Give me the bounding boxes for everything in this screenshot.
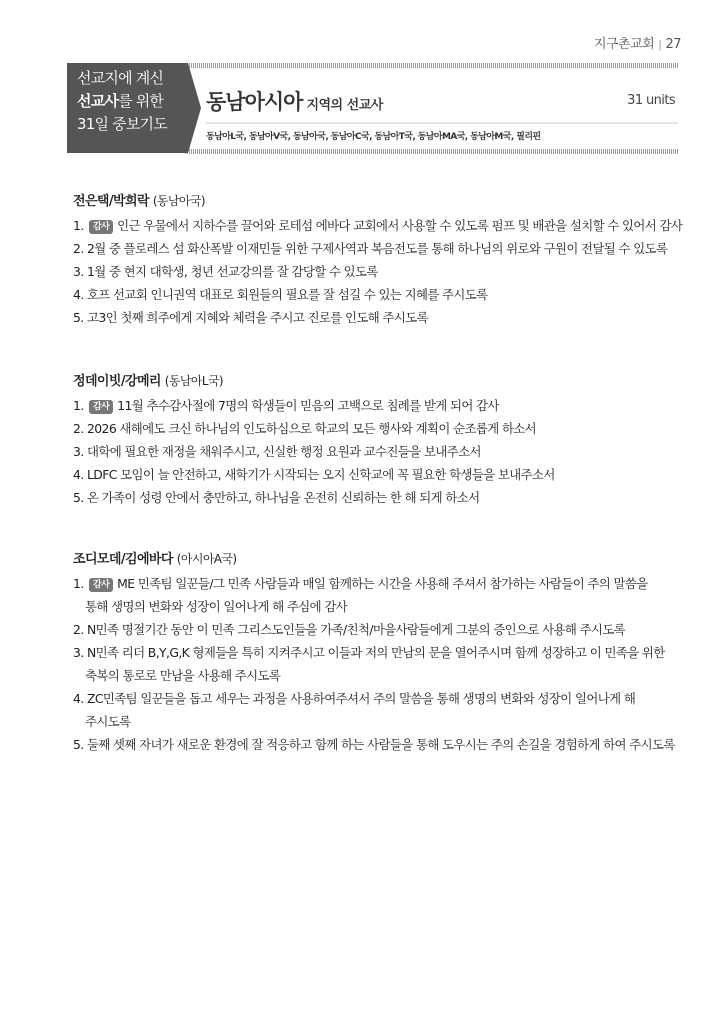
prayer-item xyxy=(73,260,693,283)
item-text: N민족 명절기간 동안 이 민족 그리스도인들을 가족/친척/마을사람들에게 그분의 증인으로 사용해 주시도록 xyxy=(86,622,626,637)
prayer-item xyxy=(73,687,693,710)
item-text: 2026 새해에도 크신 하나님의 인도하심으로 학교의 모든 행사와 계획이 순조롭게 하소서 xyxy=(86,421,537,436)
banner-rest: 를 위한 xyxy=(118,92,164,110)
prayer-item xyxy=(73,618,693,641)
missionary-names: 전은택/박희락 xyxy=(73,194,149,209)
item-text: ZC민족팀 일꾼들을 돕고 세우는 과정을 사용하여주셔서 주의 말씀을 통해 생명의 변화와 성장이 일어나게 해 xyxy=(86,691,636,706)
units-count: 31 units xyxy=(627,93,675,108)
item-number: 3. xyxy=(73,264,84,279)
prayer-item xyxy=(73,440,693,463)
prayer-item xyxy=(73,463,693,486)
missionary-name xyxy=(73,190,693,209)
missionary-names: 조디모데/김에바다 xyxy=(73,552,173,567)
banner-bold: 선교사 xyxy=(77,92,119,110)
region: (동남아국) xyxy=(152,194,205,208)
page-title xyxy=(206,86,383,116)
item-number: 4. xyxy=(73,691,84,706)
prayer-banner xyxy=(67,63,188,153)
item-text: 대학에 필요한 재정을 채워주시고, 신실한 행정 요원과 교수진들을 보내주소서 xyxy=(86,444,481,459)
prayer-item xyxy=(73,572,693,595)
prayer-item xyxy=(73,394,693,417)
item-number: 5. xyxy=(73,490,84,505)
item-number: 2. xyxy=(73,241,84,256)
item-text: 호프 선교회 인니권역 대표로 회원들의 필요를 잘 섬길 수 있는 지혜를 주시도록 xyxy=(86,287,488,302)
banner-line: 선교지에 계신 xyxy=(77,69,164,87)
page-header xyxy=(594,33,681,52)
item-text-continued: 축복의 통로로 만남을 사용해 주시도록 xyxy=(85,668,281,683)
item-text: LDFC 모임이 늘 안전하고, 새학기가 시작되는 오지 신학교에 꼭 필요한 학생들을 보내주소서 xyxy=(86,467,555,482)
item-number: 1. xyxy=(73,218,84,233)
missionary-name xyxy=(73,370,693,389)
missionary-name xyxy=(73,548,693,567)
item-number: 1. xyxy=(73,398,84,413)
prayer-item xyxy=(73,283,693,306)
item-text-continued: 주시도록 xyxy=(85,714,131,729)
title-sub: 지역의 선교사 xyxy=(306,98,383,113)
banner-line: 31일 중보기도 xyxy=(77,115,167,133)
item-text: ME 민족팀 일꾼들/그 민족 사람들과 매일 함께하는 시간을 사용해 주셔서 참가하는 사람들이 주의 말씀을 xyxy=(117,576,648,591)
item-text-continued: 통해 생명의 변화와 성장이 일어나게 해 주심에 감사 xyxy=(85,599,348,614)
prayer-item xyxy=(73,237,693,260)
country-list: 동남아L국, 동남아V국, 동남아국, 동남아C국, 동남아T국, 동남아MA국, 동남아M국, 필리핀 xyxy=(206,132,541,142)
thanks-tag: 감사 xyxy=(89,578,113,592)
divider: | xyxy=(658,38,662,51)
item-text: 1월 중 현지 대학생, 청년 선교강의를 잘 감당할 수 있도록 xyxy=(86,264,378,279)
thanks-tag: 감사 xyxy=(89,400,113,414)
region: (아시아A국) xyxy=(176,552,237,566)
prayer-item xyxy=(73,214,693,237)
item-number: 2. xyxy=(73,622,84,637)
item-number: 4. xyxy=(73,287,84,302)
item-number: 4. xyxy=(73,467,84,482)
item-number: 5. xyxy=(73,737,84,752)
item-number: 1. xyxy=(73,576,84,591)
thanks-tag: 감사 xyxy=(89,220,113,234)
region: (동남아L국) xyxy=(164,374,224,388)
dotted-rule-bottom xyxy=(185,149,678,154)
item-text: 고3인 첫째 희주에게 지혜와 체력을 주시고 진로를 인도해 주시도록 xyxy=(86,310,428,325)
missionary-section xyxy=(73,370,693,509)
item-number: 5. xyxy=(73,310,84,325)
item-text: 인근 우물에서 지하수를 끌어와 로테섬 에바다 교회에서 사용할 수 있도록 펌프 및 배관을 설치할 수 있어서 감사 xyxy=(117,218,683,233)
banner-arrow xyxy=(188,63,201,153)
prayer-item xyxy=(73,486,693,509)
banner-line xyxy=(77,90,188,113)
prayer-item xyxy=(73,641,693,664)
item-text: 둘째 셋째 자녀가 새로운 환경에 잘 적응하고 함께 하는 사람들을 통해 도우시는 주의 손길을 경험하게 하여 주시도록 xyxy=(86,737,675,752)
dotted-rule-top xyxy=(185,63,678,68)
page-number: 27 xyxy=(665,37,681,52)
item-text: 2월 중 플로레스 섬 화산폭발 이재민들 위한 구제사역과 복음전도를 통해 하나님의 위로와 구원이 전달될 수 있도록 xyxy=(86,241,668,256)
item-number: 3. xyxy=(73,444,84,459)
prayer-item xyxy=(73,306,693,329)
prayer-item xyxy=(73,733,693,756)
missionary-section xyxy=(73,548,693,756)
item-number: 3. xyxy=(73,645,84,660)
title-main: 동남아시아 xyxy=(206,90,303,114)
item-text: N민족 리더 B,Y,G,K 형제들을 특히 지켜주시고 이들과 저의 만남의 문을 열어주시며 함께 성장하고 이 민족을 위한 xyxy=(86,645,665,660)
church-name: 지구촌교회 xyxy=(593,37,655,52)
item-text: 온 가족이 성령 안에서 충만하고, 하나님을 온전히 신뢰하는 한 해 되게 하소서 xyxy=(86,490,480,505)
missionary-names: 정데이빗/강메리 xyxy=(73,374,161,389)
item-text: 11월 추수감사절에 7명의 학생들이 믿음의 고백으로 침례를 받게 되어 감사 xyxy=(117,398,499,413)
prayer-item xyxy=(73,417,693,440)
item-number: 2. xyxy=(73,421,84,436)
missionary-section xyxy=(73,190,693,329)
title-divider xyxy=(206,122,678,124)
